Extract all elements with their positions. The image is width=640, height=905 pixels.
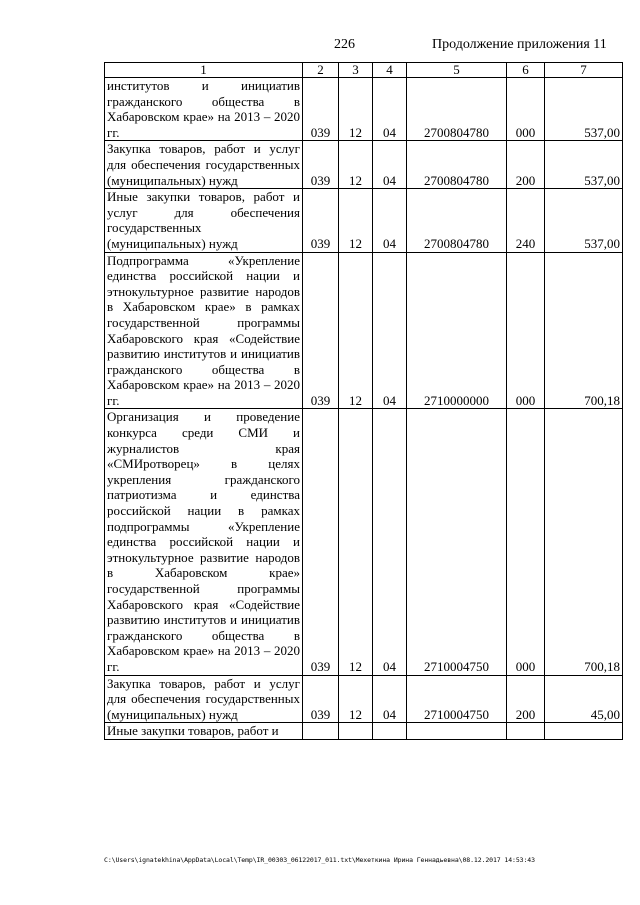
subsection-code: 04 [373,675,407,723]
subsection-code [373,723,407,740]
table-row [105,78,623,141]
amount: 700,18 [545,409,623,675]
column-header: 4 [373,63,407,78]
section-code: 12 [339,409,373,675]
ministry-code [303,723,339,740]
item-name: Организация и проведение конкурса среди СМИ и журналистов края «СМИротворец» в целях укрепления гражданского патриотизма и единства российской нации в рамках подпрограммы «Укрепление единства российской нации и этнокультурное развитие народов в Хабаровском крае» государственной программы Хабаровского края «Содействие развитию институтов и инициатив гражданского общества в Хабаровском крае» на 2013 – 2020 гг. [105,409,303,675]
expense-type-code: 240 [507,189,545,252]
expense-type-code: 000 [507,252,545,409]
table-row [105,189,623,252]
table-row [105,252,623,409]
amount: 537,00 [545,189,623,252]
section-code: 12 [339,189,373,252]
expense-type-code: 200 [507,141,545,189]
column-header: 1 [105,63,303,78]
ministry-code: 039 [303,141,339,189]
section-code: 12 [339,141,373,189]
target-article-code: 2700804780 [407,141,507,189]
column-header-row [105,63,623,78]
ministry-code: 039 [303,252,339,409]
page-number: 226 [334,37,355,52]
item-name: Подпрограмма «Укрепление единства российской нации и этнокультурное развитие народов в Хабаровском крае» в рамках государственной программы Хабаровского края «Содействие развитию институтов и инициатив гражданского общества в Хабаровском крае» на 2013 – 2020 гг. [105,252,303,409]
table-row [105,141,623,189]
column-header: 3 [339,63,373,78]
subsection-code: 04 [373,78,407,141]
table-row [105,409,623,675]
section-code: 12 [339,252,373,409]
subsection-code: 04 [373,252,407,409]
column-header: 2 [303,63,339,78]
target-article-code: 2700804780 [407,189,507,252]
amount: 45,00 [545,675,623,723]
item-name: Иные закупки товаров, работ и [105,723,303,740]
item-name: Иные закупки товаров, работ и услуг для обеспечения государственных (муниципальных) нужд [105,189,303,252]
ministry-code: 039 [303,189,339,252]
target-article-code [407,723,507,740]
target-article-code: 2710004750 [407,675,507,723]
ministry-code: 039 [303,675,339,723]
item-name: Закупка товаров, работ и услуг для обеспечения государственных (муниципальных) нужд [105,675,303,723]
amount: 537,00 [545,141,623,189]
ministry-code: 039 [303,78,339,141]
target-article-code: 2700804780 [407,78,507,141]
file-path-footer: C:\Users\ignatekhina\AppData\Local\Temp\IR_00303_06122017_011.txt\Мехеткина Ирина Геннадьевна\08.12.2017 14:53:43 [104,856,535,864]
subsection-code: 04 [373,189,407,252]
ministry-code: 039 [303,409,339,675]
section-code [339,723,373,740]
target-article-code: 2710004750 [407,409,507,675]
column-header: 5 [407,63,507,78]
target-article-code: 2710000000 [407,252,507,409]
expense-type-code: 000 [507,78,545,141]
table-row [105,675,623,723]
section-code: 12 [339,78,373,141]
table-row [105,723,623,740]
amount: 537,00 [545,78,623,141]
item-name: Закупка товаров, работ и услуг для обеспечения государственных (муниципальных) нужд [105,141,303,189]
subsection-code: 04 [373,409,407,675]
section-code: 12 [339,675,373,723]
amount [545,723,623,740]
budget-table [104,62,623,740]
expense-type-code: 200 [507,675,545,723]
expense-type-code: 000 [507,409,545,675]
subsection-code: 04 [373,141,407,189]
amount: 700,18 [545,252,623,409]
column-header: 7 [545,63,623,78]
column-header: 6 [507,63,545,78]
page-caption: Продолжение приложения 11 [432,37,607,52]
item-name: институтов и инициатив гражданского общества в Хабаровском крае» на 2013 – 2020 гг. [105,78,303,141]
expense-type-code [507,723,545,740]
